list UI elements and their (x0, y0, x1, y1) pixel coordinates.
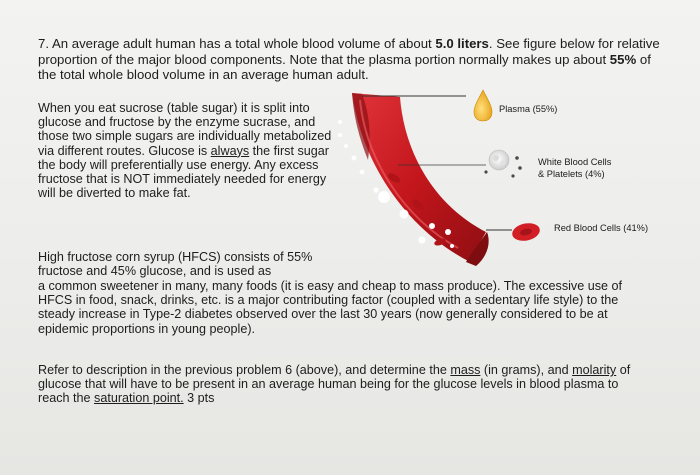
hfcs-paragraph-continued: a common sweetener in many, many foods (it is easy and cheap to mass produce). The excessive use of HFCS in food, snack, drinks, etc. is a major contributing factor (coupled with a sedentary life style) to the steady increase in Type-2 diabetes observed over the last 30 years (now generally considered to be at epidemic proportions in young people). (38, 279, 623, 336)
rbc-label: Red Blood Cells (41%) (554, 223, 649, 233)
refer-text-3: of glucose that will have to be present in an average human being for the glucose levels in blood plasma to reach the (38, 363, 631, 406)
refer-paragraph (38, 363, 648, 406)
platelets-icon (484, 156, 521, 177)
blood-volume: 5.0 liters (435, 36, 489, 51)
refer-text-2: (in grams), and (483, 363, 569, 377)
vessel-cells (338, 120, 454, 248)
question-intro-end: of the total whole blood volume in an average human adult. (38, 51, 651, 82)
vessel-rbc-shapes (386, 171, 446, 246)
sucrose-paragraph (38, 101, 338, 200)
sucrose-text-1: When you eat sucrose (table sugar) it is split into glucose and fructose by the enzyme sucrase, and those two simple sugars are individually metabolized via different routes. Glucose is (38, 101, 332, 158)
question-intro-rest: . See figure below for relative proportion of the major blood components. Note that the plasma portion normally makes up about (38, 36, 660, 67)
plasma-percent: 55% (609, 51, 637, 67)
red-blood-cell-icon (511, 221, 542, 243)
refer-text-1: Refer to description in the previous problem 6 (above), and determine the (38, 363, 447, 377)
points-value: 3 pts (187, 391, 215, 406)
question-intro: An average adult human has a total whole blood volume of about (51, 36, 432, 51)
mass-underlined: mass (450, 363, 481, 377)
wbc-label-line2: & Platelets (4%) (538, 169, 605, 179)
blood-vessel (352, 93, 486, 262)
vessel-opening (466, 232, 489, 266)
plasma-label: Plasma (55%) (499, 104, 558, 114)
wbc-label-line1: White Blood Cells (538, 157, 612, 167)
vessel-inner-dark (352, 93, 370, 160)
hfcs-paragraph-start: High fructose corn syrup (HFCS) consists of 55% fructose and 45% glucose, and is used as (38, 250, 313, 278)
always-underlined: always (210, 143, 250, 158)
question-number: 7. (38, 36, 49, 51)
molarity-underlined: molarity (572, 363, 617, 377)
plasma-drop-icon (474, 90, 492, 121)
vessel-highlight (360, 100, 458, 248)
white-blood-cells-icon (489, 150, 509, 170)
saturation-point-underlined: saturation point. (94, 391, 184, 406)
sucrose-text-2: the first sugar the body will preferentially use energy. Any excess fructose that is NOT immediately needed for energy will be diverted to make fat. (38, 143, 329, 201)
question-7-header (38, 36, 663, 83)
